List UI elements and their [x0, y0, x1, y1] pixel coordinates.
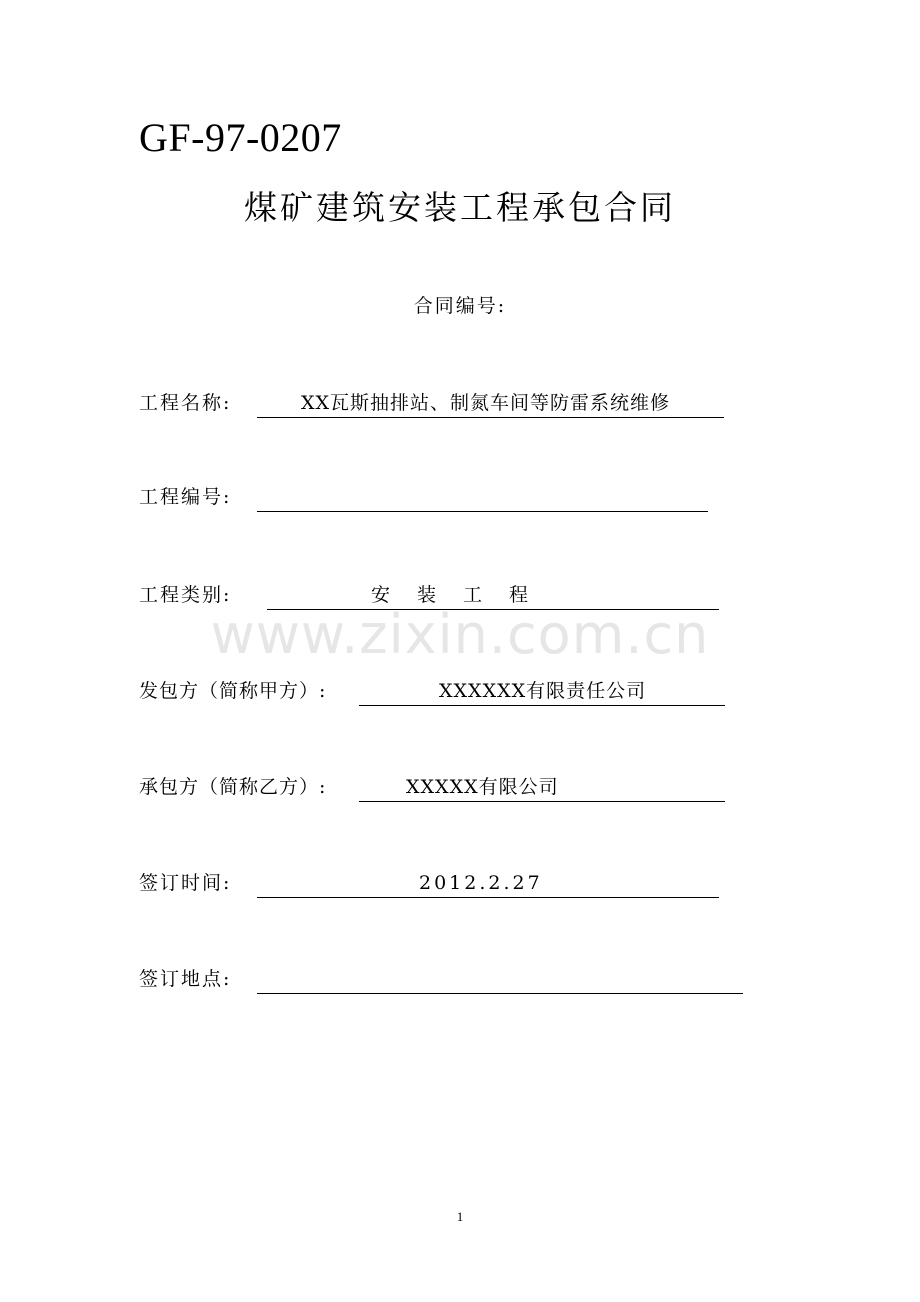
project-number-underline: [257, 482, 708, 512]
party-a-label: 发包方（简称甲方）:: [139, 680, 327, 702]
sign-place-label: 签订地点:: [139, 968, 232, 990]
party-b-label: 承包方（简称乙方）:: [139, 776, 327, 798]
project-category-row: [139, 580, 779, 610]
project-category-value: 安 装 工 程: [371, 584, 533, 606]
project-number-label: 工程编号:: [139, 486, 232, 508]
sign-place-underline: [257, 964, 743, 994]
party-b-row: [139, 772, 779, 802]
project-name-row: [139, 388, 779, 418]
document-title: 煤矿建筑安装工程承包合同: [244, 188, 676, 227]
document-code: GF-97-0207: [139, 115, 342, 160]
sign-date-label: 签订时间:: [139, 872, 232, 894]
project-number-row: [139, 482, 779, 512]
party-a-row: [139, 676, 779, 706]
sign-date-value: 2012.2.27: [419, 872, 543, 894]
project-category-label: 工程类别:: [139, 584, 232, 606]
watermark-text: www.zixin.com.cn: [210, 603, 710, 666]
project-name-value: XX瓦斯抽排站、制氮车间等防雷系统维修: [301, 392, 671, 414]
contract-number-label: 合同编号:: [413, 295, 507, 317]
sign-place-row: [139, 964, 779, 994]
party-a-value: XXXXXX有限责任公司: [439, 680, 647, 702]
page-number: 1: [456, 1209, 464, 1224]
sign-date-row: [139, 868, 779, 898]
party-b-value: XXXXX有限公司: [406, 776, 559, 798]
project-name-label: 工程名称:: [139, 392, 232, 414]
